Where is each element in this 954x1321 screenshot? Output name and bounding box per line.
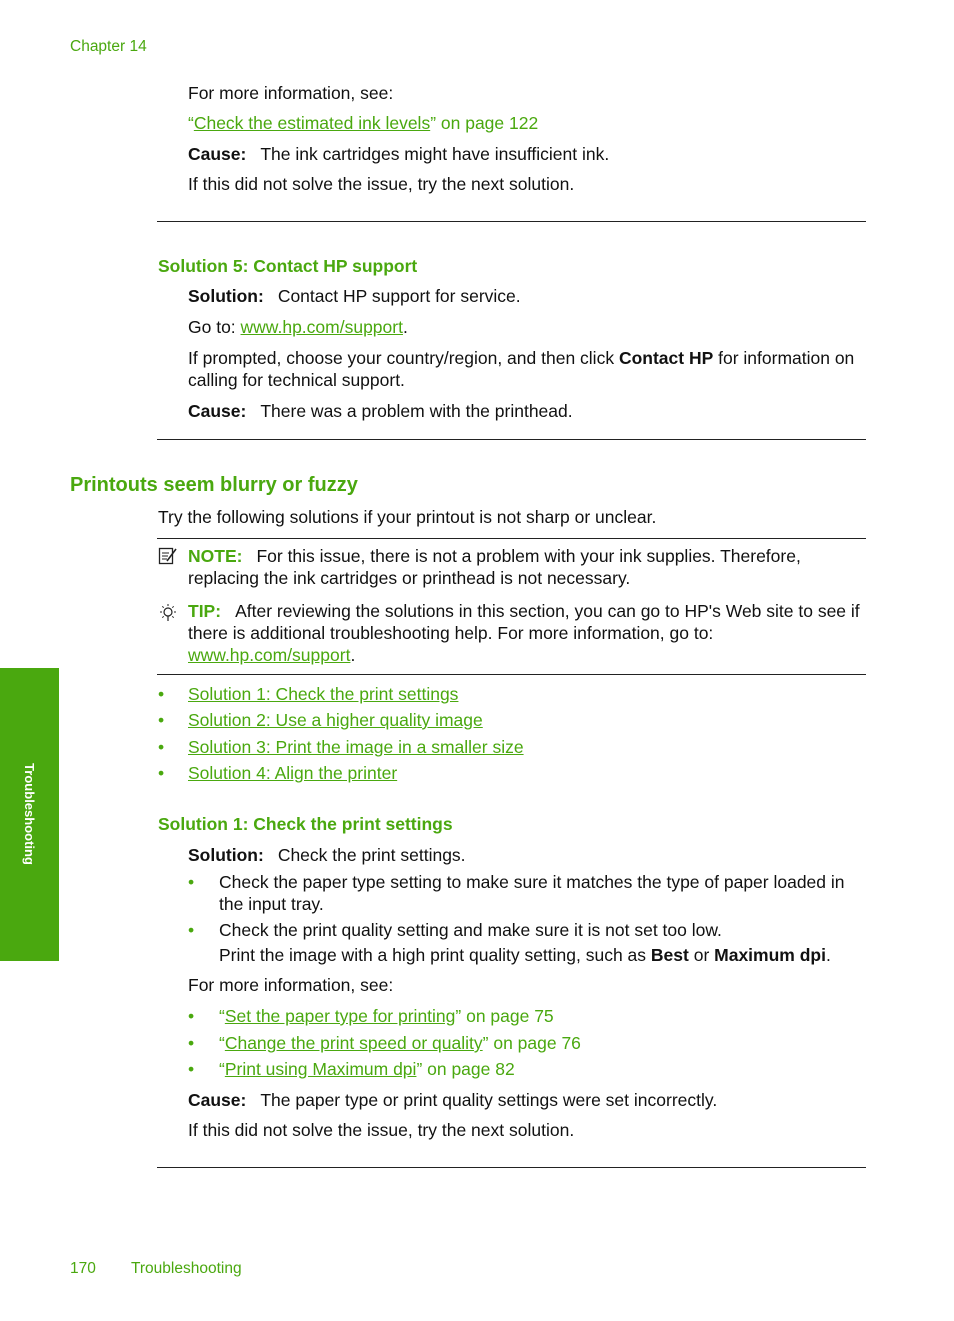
lightbulb-icon <box>158 603 178 623</box>
goto-period: . <box>402 317 408 337</box>
contact-hp-bold: Contact HP <box>618 348 714 368</box>
tip-label: TIP: <box>188 601 222 621</box>
print-speed-link[interactable]: Change the print speed or quality <box>224 1033 483 1053</box>
solution1-heading: Solution 1: Check the print settings <box>158 814 453 834</box>
bullet: • <box>188 1033 195 1053</box>
ref-item: “Print using Maximum dpi” on page 82 <box>219 1059 515 1079</box>
bullet: • <box>158 710 165 730</box>
cause-text: There was a problem with the printhead. <box>260 401 573 421</box>
ref-item: “Set the paper type for printing” on page 75 <box>219 1006 554 1026</box>
paper-type-link[interactable]: Set the paper type for printing <box>224 1006 456 1026</box>
bullet: • <box>188 872 195 892</box>
bullet-text: Check the print quality setting and make sure it is not set too low. <box>219 920 722 940</box>
chapter-label: Chapter 14 <box>70 38 147 55</box>
solution2-link[interactable]: Solution 2: Use a higher quality image <box>188 710 483 730</box>
ink-levels-page: ” on page 122 <box>430 113 539 133</box>
tip-text: After reviewing the solutions in this section, you can go to HP's Web site to see if there is additional troubleshooting help. For more information, go to: <box>188 601 860 643</box>
prompt-paragraph <box>188 347 868 391</box>
maximum-dpi-bold: Maximum dpi <box>714 945 826 965</box>
cause-line <box>188 143 878 165</box>
cause-text: The ink cartridges might have insufficient ink. <box>260 144 610 164</box>
bullet: • <box>158 737 165 757</box>
goto-line <box>188 316 878 338</box>
divider <box>157 538 866 539</box>
ink-levels-link[interactable]: Check the estimated ink levels <box>193 113 431 133</box>
divider <box>157 674 866 675</box>
subtext-1: Print the image with a high print quality setting, such as <box>219 945 651 965</box>
solution5-heading: Solution 5: Contact HP support <box>158 256 418 276</box>
divider <box>157 439 866 440</box>
bullet: • <box>188 1006 195 1026</box>
bullet: • <box>188 920 195 940</box>
tip-support-link[interactable]: www.hp.com/support <box>188 645 351 665</box>
cause-text: The paper type or print quality settings were set incorrectly. <box>260 1090 718 1110</box>
prompt-text-2: for information on calling for technical support. <box>188 348 855 390</box>
bullet-subtext <box>219 944 879 966</box>
note-pencil-icon <box>158 546 178 566</box>
maximum-dpi-link[interactable]: Print using Maximum dpi <box>224 1059 417 1079</box>
goto-prefix: Go to: <box>188 317 241 337</box>
bullet: • <box>158 684 165 704</box>
ref-page: ” on page 76 <box>482 1033 581 1053</box>
cause-label: Cause: <box>188 144 247 164</box>
solution4-link[interactable]: Solution 4: Align the printer <box>188 763 398 783</box>
ink-levels-ref: “Check the estimated ink levels” on page 122 <box>188 113 539 133</box>
solution5-cause-line <box>188 400 878 422</box>
hp-support-link[interactable]: www.hp.com/support <box>240 317 403 337</box>
bullet: • <box>188 1059 195 1079</box>
cause-label: Cause: <box>188 401 247 421</box>
solution-label: Solution: <box>188 286 264 306</box>
divider <box>157 1167 866 1168</box>
subtext-3: . <box>825 945 831 965</box>
best-bold: Best <box>650 945 689 965</box>
ref-page: ” on page 82 <box>416 1059 515 1079</box>
note-text: For this issue, there is not a problem with your ink supplies. Therefore, replacing the ink cartridges or printhead is not necessary. <box>188 546 801 588</box>
next-solution-text: If this did not solve the issue, try the next solution. <box>188 1120 575 1140</box>
subtext-2: or <box>688 945 715 965</box>
solution-label: Solution: <box>188 845 264 865</box>
section-heading: Printouts seem blurry or fuzzy <box>70 474 358 496</box>
solution5-line <box>188 285 878 307</box>
tip-block <box>188 600 868 666</box>
next-solution-text: If this did not solve the issue, try the next solution. <box>188 174 575 194</box>
bullet: • <box>158 763 165 783</box>
prompt-text-1: If prompted, choose your country/region, and then click <box>188 348 619 368</box>
section-intro: Try the following solutions if your printout is not sharp or unclear. <box>158 507 657 527</box>
note-label: NOTE: <box>188 546 243 566</box>
more-info-text: For more information, see: <box>188 83 394 103</box>
tip-period: . <box>350 645 356 665</box>
solution1-line <box>188 844 878 866</box>
more-info-text: For more information, see: <box>188 975 394 995</box>
ref-item: “Change the print speed or quality” on page 76 <box>219 1033 581 1053</box>
side-tab-label: Troubleshooting <box>22 763 37 865</box>
ref-page: ” on page 75 <box>455 1006 554 1026</box>
solution1-cause-line <box>188 1089 878 1111</box>
footer-section: Troubleshooting <box>131 1260 242 1277</box>
divider <box>157 221 866 222</box>
solution-text: Check the print settings. <box>277 845 466 865</box>
solution3-link[interactable]: Solution 3: Print the image in a smaller size <box>188 737 524 757</box>
bullet-text: Check the paper type setting to make sure it matches the type of paper loaded in the input tray. <box>219 872 845 914</box>
solution1-link[interactable]: Solution 1: Check the print settings <box>188 684 459 704</box>
side-tab <box>0 668 59 961</box>
cause-label: Cause: <box>188 1090 247 1110</box>
solution-text: Contact HP support for service. <box>277 286 521 306</box>
page-number: 170 <box>70 1260 96 1277</box>
note-block <box>188 545 858 589</box>
